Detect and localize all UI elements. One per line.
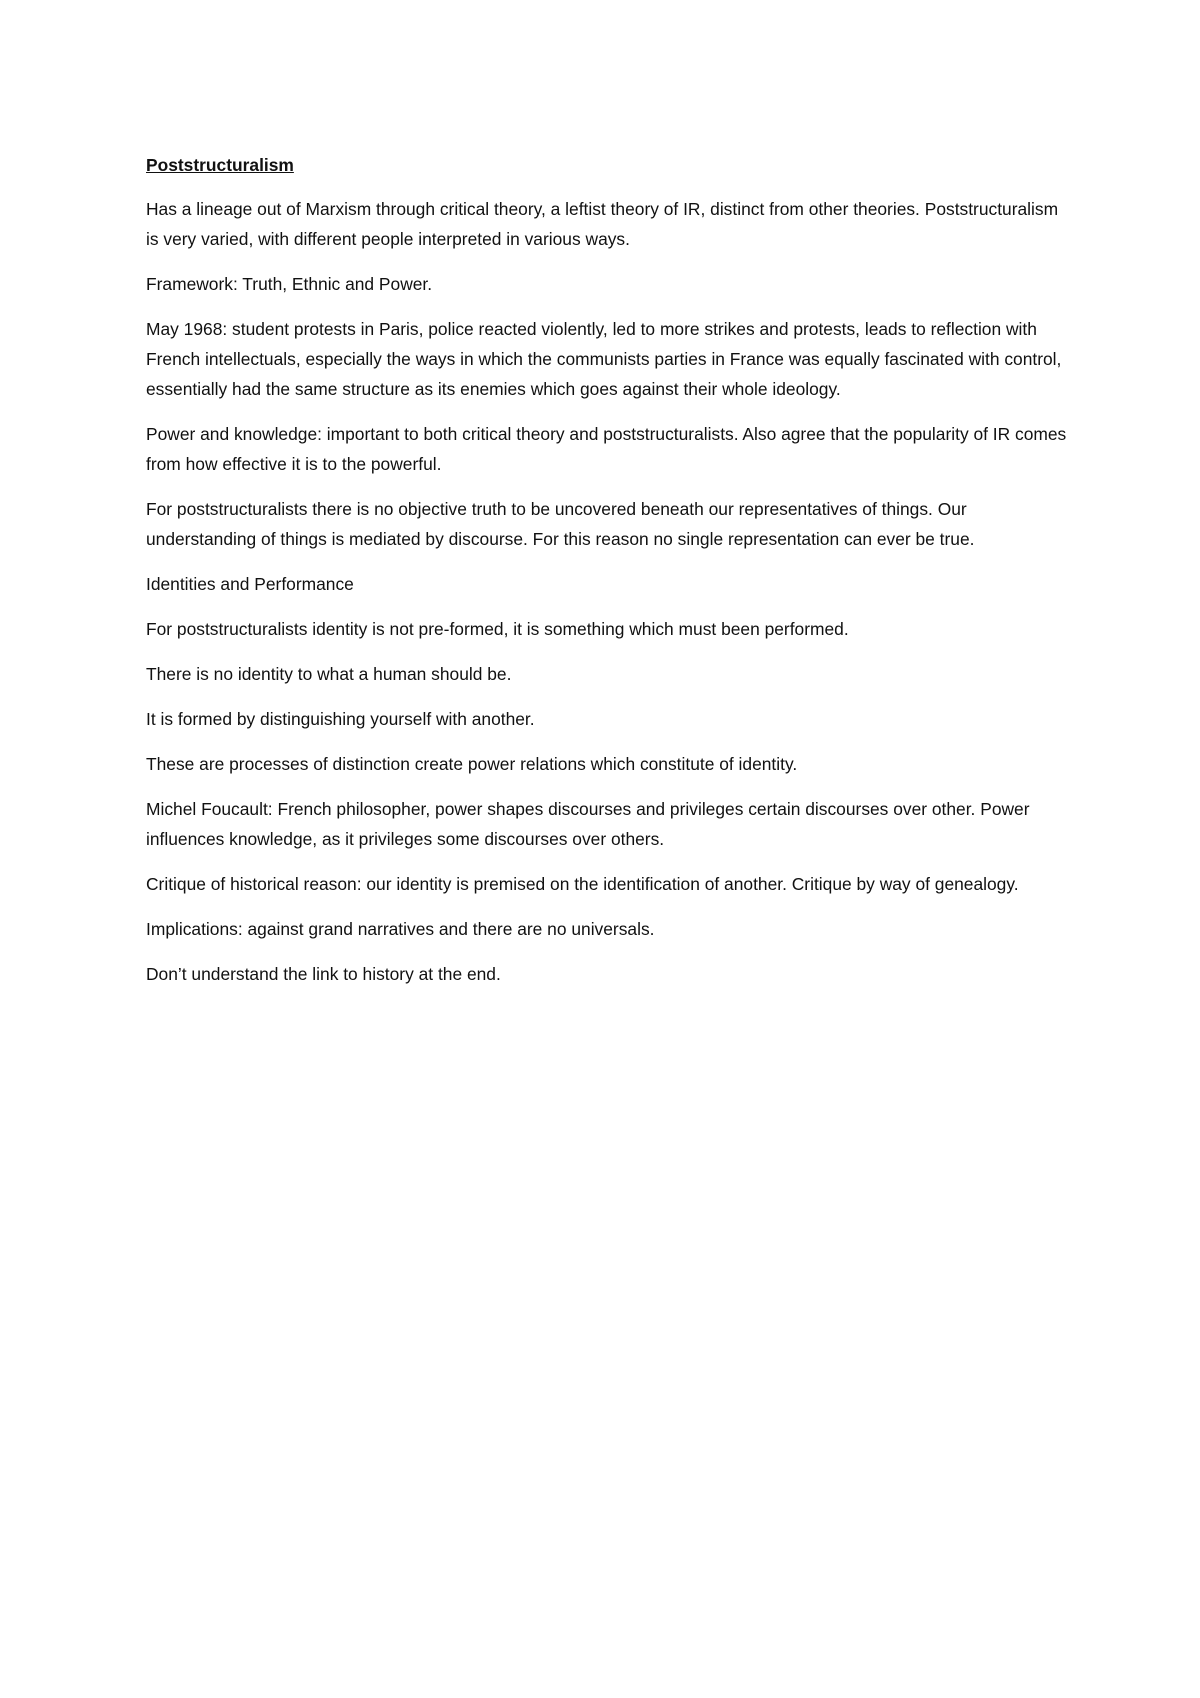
subheading-identities-performance: Identities and Performance (146, 574, 354, 594)
paragraph-lineage: Has a lineage out of Marxism through critical theory, a leftist theory of IR, distinct from other theories. Poststructuralism is very varied, with different people interpreted in various ways. (146, 199, 1059, 249)
paragraph-may-1968: May 1968: student protests in Paris, police reacted violently, led to more strikes and protests, leads to reflection with French intellectuals, especially the ways in which the communists parties in France was equally fascinated with control, essentially had the same structure as its enemies which goes against their whole ideology. (146, 319, 1062, 399)
paragraph-distinguishing: It is formed by distinguishing yourself with another. (146, 709, 535, 729)
paragraph-processes-distinction: These are processes of distinction create power relations which constitute of identity. (146, 754, 798, 774)
paragraph-identity-performed: For poststructuralists identity is not pre-formed, it is something which must been performed. (146, 619, 849, 639)
document-title: Poststructuralism (146, 155, 294, 175)
paragraph-link-to-history: Don’t understand the link to history at the end. (146, 964, 501, 984)
paragraph-framework: Framework: Truth, Ethnic and Power. (146, 274, 433, 294)
paragraph-foucault: Michel Foucault: French philosopher, power shapes discourses and privileges certain discourses over other. Power influences knowledge, as it privileges some discourses over others. (146, 799, 1030, 849)
paragraph-critique-historical-reason: Critique of historical reason: our identity is premised on the identification of another. Critique by way of genealogy. (146, 874, 1019, 894)
paragraph-implications: Implications: against grand narratives and there are no universals. (146, 919, 655, 939)
paragraph-objective-truth: For poststructuralists there is no objective truth to be uncovered beneath our representatives of things. Our understanding of things is mediated by discourse. For this reason no single representation can ever be true. (146, 499, 975, 549)
document-body (146, 150, 1068, 1004)
paragraph-power-knowledge: Power and knowledge: important to both critical theory and poststructuralists. Also agree that the popularity of IR comes from how effective it is to the powerful. (146, 424, 1067, 474)
paragraph-no-identity: There is no identity to what a human should be. (146, 664, 512, 684)
